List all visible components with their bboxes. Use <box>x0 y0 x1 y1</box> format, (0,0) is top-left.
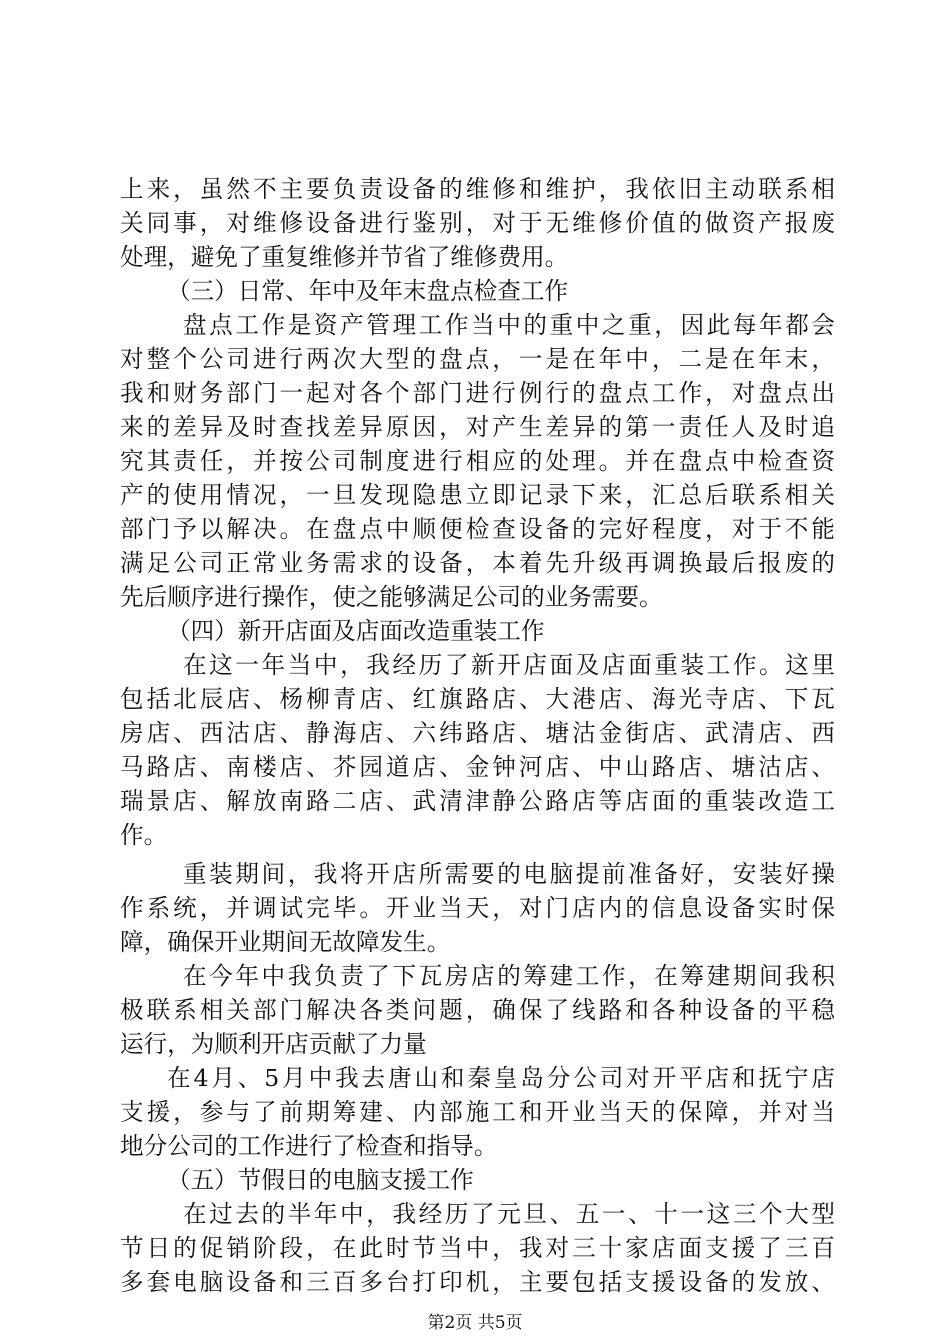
text-line: 在今年中我负责了下瓦房店的筹建工作，在筹建期间我积 <box>183 962 835 990</box>
text-line: 部门予以解决。在盘点中顺便检查设备的完好程度，对于不能 <box>120 515 835 543</box>
text-line: 节日的促销阶段，在此时节当中，我对三十家店面支援了三百 <box>120 1234 835 1262</box>
text-line: 作系统，并调试完毕。开业当天，对门店内的信息设备实时保 <box>120 894 835 922</box>
text-line: 在4月、5月中我去唐山和秦皇岛分公司对开平店和抚宁店 <box>167 1064 835 1092</box>
text-line: 产的使用情况，一旦发现隐患立即记录下来，汇总后联系相关 <box>120 481 835 509</box>
text-line: 在过去的半年中，我经历了元旦、五一、十一这三个大型 <box>183 1200 835 1228</box>
text-line: 地分公司的工作进行了检查和指导。 <box>120 1132 498 1160</box>
page-footer: 第2页 共5页 <box>427 1313 523 1333</box>
text-line: 支援，参与了前期筹建、内部施工和开业当天的保障，并对当 <box>120 1098 835 1126</box>
text-line: 重装期间，我将开店所需要的电脑提前准备好，安装好操 <box>183 860 835 888</box>
text-line: 上来，虽然不主要负责设备的维修和维护，我依旧主动联系相 <box>120 175 835 203</box>
text-line: 关同事，对维修设备进行鉴别，对于无维修价值的做资产报废 <box>120 209 835 237</box>
text-line: 房店、西沽店、静海店、六纬路店、塘沽金街店、武清店、西 <box>120 719 835 747</box>
text-line: 盘点工作是资产管理工作当中的重中之重，因此每年都会 <box>183 311 835 339</box>
section-heading: （五）节假日的电脑支援工作 <box>167 1166 474 1194</box>
text-line: 究其责任，并按公司制度进行相应的处理。并在盘点中检查资 <box>120 447 835 475</box>
text-line: 作。 <box>120 821 168 849</box>
text-line: 马路店、南楼店、芥园道店、金钟河店、中山路店、塘沽店、 <box>120 753 835 781</box>
text-line: 多套电脑设备和三百多台打印机，主要包括支援设备的发放、 <box>120 1268 835 1296</box>
text-line: 在这一年当中，我经历了新开店面及店面重装工作。这里 <box>183 651 835 679</box>
text-line: 瑞景店、解放南路二店、武清津静公路店等店面的重装改造工 <box>120 787 835 815</box>
text-line: 包括北辰店、杨柳青店、红旗路店、大港店、海光寺店、下瓦 <box>120 685 835 713</box>
text-line: 运行，为顺利开店贡献了力量 <box>120 1030 427 1058</box>
text-line: 处理，避免了重复维修并节省了维修费用。 <box>120 243 569 271</box>
text-line: 满足公司正常业务需求的设备，本着先升级再调换最后报废的 <box>120 549 835 577</box>
text-line: 先后顺序进行操作，使之能够满足公司的业务需要。 <box>120 583 663 611</box>
text-line: 极联系相关部门解决各类问题，确保了线路和各种设备的平稳 <box>120 996 835 1024</box>
text-line: 对整个公司进行两次大型的盘点，一是在年中，二是在年末， <box>120 345 835 373</box>
section-heading: （三）日常、年中及年末盘点检查工作 <box>167 277 569 305</box>
section-heading: （四）新开店面及店面改造重装工作 <box>167 617 545 645</box>
text-line: 我和财务部门一起对各个部门进行例行的盘点工作，对盘点出 <box>120 379 835 407</box>
text-line: 来的差异及时查找差异原因，对产生差异的第一责任人及时追 <box>120 413 835 441</box>
text-line: 障，确保开业期间无故障发生。 <box>120 928 451 956</box>
